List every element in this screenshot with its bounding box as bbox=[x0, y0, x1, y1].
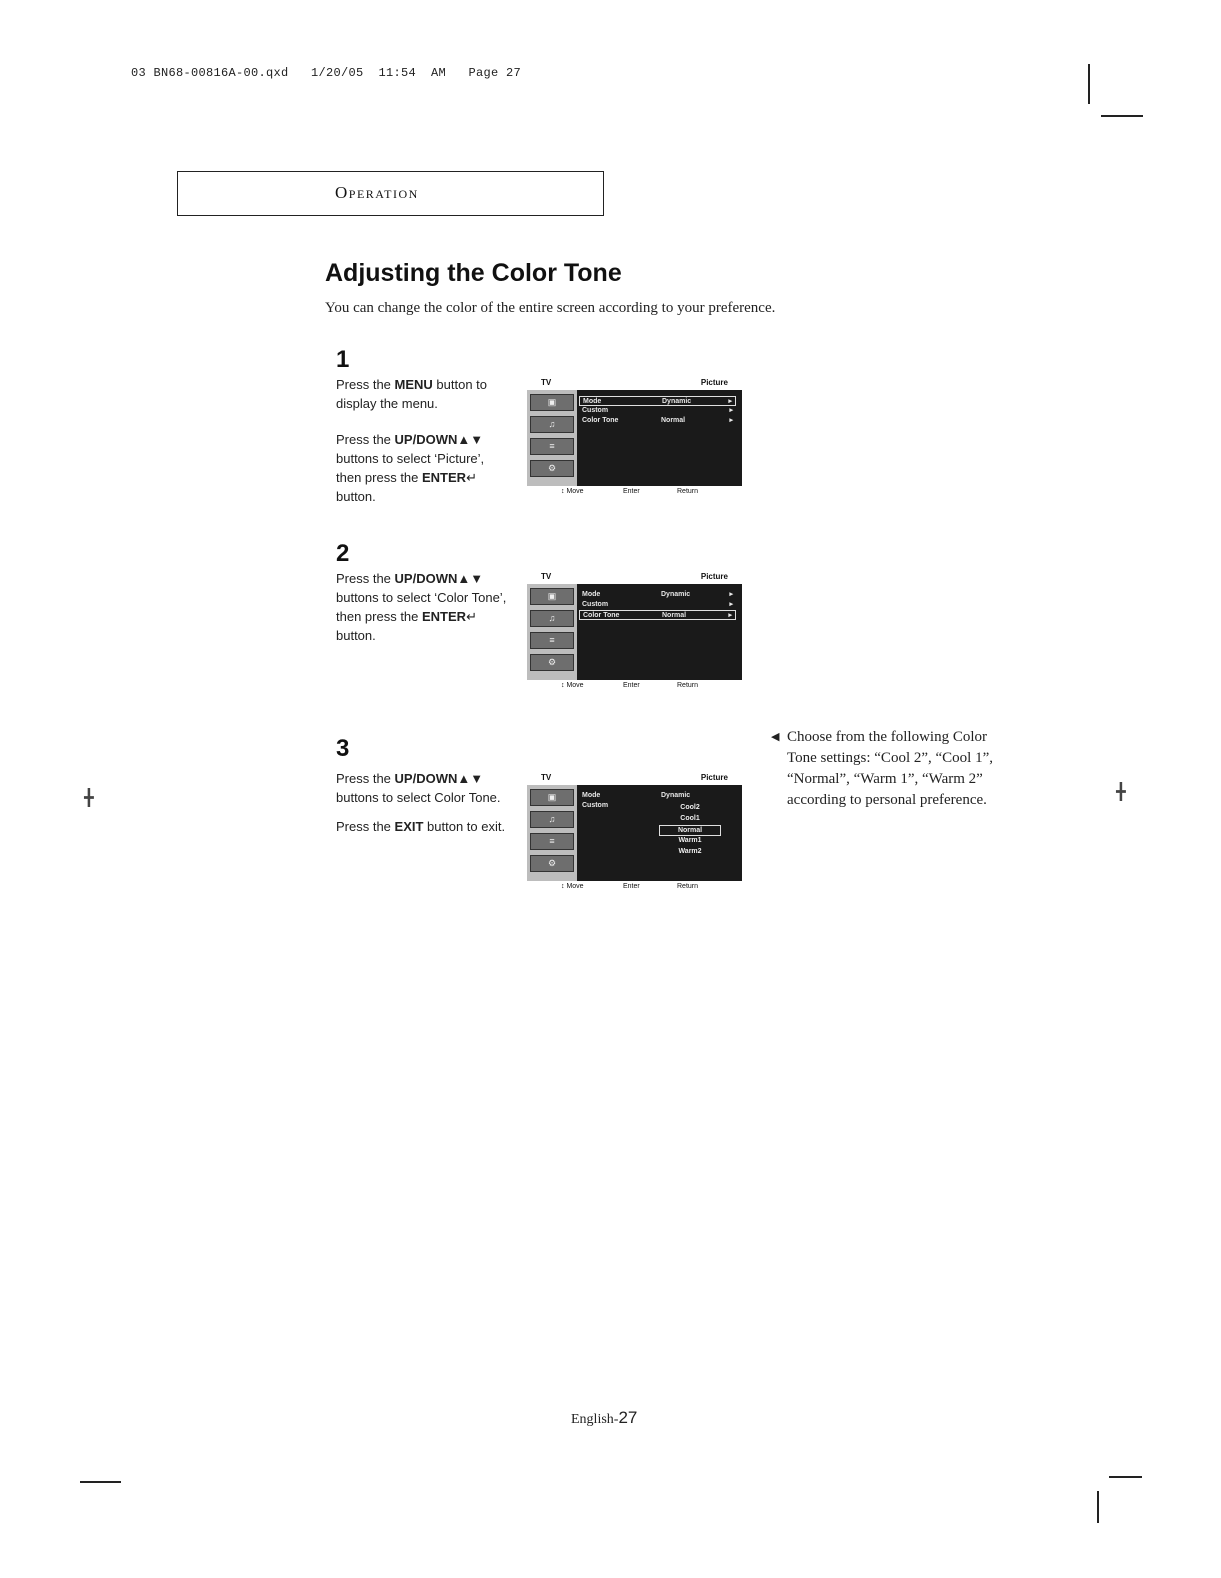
osd-enter-hint: Enter bbox=[623, 488, 640, 495]
channel-icon: ≡ bbox=[530, 833, 574, 850]
page-number: 27 bbox=[618, 1408, 638, 1427]
osd-row-color-tone: Color Tone Normal ▸ bbox=[582, 417, 733, 424]
osd-picture-label: Picture bbox=[700, 572, 728, 581]
osd-screenshot-1 bbox=[527, 378, 742, 498]
registration-mark-left: ╋ bbox=[84, 788, 94, 807]
enter-icon: ↵ bbox=[466, 609, 477, 624]
intro-text: You can change the color of the entire screen according to your preference. bbox=[325, 300, 776, 316]
step-3-text: Press the UP/DOWN▲▼ buttons to select Color Tone. Press the EXIT button to exit. bbox=[336, 771, 506, 834]
enter-icon: ↵ bbox=[466, 470, 477, 485]
crop-mark-top-right-horizontal bbox=[1101, 115, 1143, 117]
print-slug: 03 BN68-00816A-00.qxd 1/20/05 11:54 AM Page 27 bbox=[131, 66, 522, 80]
step-1-text: Press the MENU button to display the menu. Press the UP/DOWN▲▼ buttons to select ‘Picture’, then press the ENTER↵ button. bbox=[336, 377, 488, 504]
registration-mark-right: ╋ bbox=[1116, 782, 1126, 801]
picture-icon: ▣ bbox=[530, 588, 574, 605]
step-2-number: 2 bbox=[336, 540, 350, 567]
setup-icon: ⚙ bbox=[530, 855, 574, 872]
osd-row-custom: Custom ▸ bbox=[582, 407, 733, 414]
step-2-text: Press the UP/DOWN▲▼ buttons to select ‘Color Tone’, then press the ENTER↵ button. bbox=[336, 571, 507, 643]
footer-language: English- bbox=[571, 1412, 619, 1427]
osd-move-hint: ↕ Move bbox=[561, 488, 584, 495]
note-text: Choose from the following Color Tone settings: “Cool 2”, “Cool 1”, “Normal”, “Warm 1”, “Warm 2” according to personal preference. bbox=[787, 729, 994, 808]
osd-row-mode: Mode Dynamic ▸ bbox=[579, 396, 736, 406]
osd-enter-hint: Enter bbox=[623, 883, 640, 890]
option-cool1: Cool1 bbox=[680, 815, 700, 822]
step-3-number: 3 bbox=[336, 735, 350, 762]
crop-mark-bottom-left bbox=[80, 1481, 121, 1483]
sound-icon: ♫ bbox=[530, 610, 574, 627]
osd-move-hint: ↕ Move bbox=[561, 682, 584, 689]
note-pointer-icon: ◀ bbox=[771, 731, 780, 743]
osd-row-custom: Custom ▸ bbox=[582, 601, 733, 608]
section-title: Operation bbox=[335, 183, 419, 202]
osd-return-hint: Return bbox=[677, 488, 699, 495]
osd-picture-label: Picture bbox=[700, 773, 728, 782]
crop-mark-bottom-right-vertical bbox=[1097, 1491, 1099, 1523]
setup-icon: ⚙ bbox=[530, 654, 574, 671]
osd-enter-hint: Enter bbox=[623, 682, 640, 689]
option-warm1: Warm1 bbox=[678, 837, 702, 844]
section-header-box bbox=[177, 171, 604, 216]
option-warm2: Warm2 bbox=[678, 848, 702, 855]
crop-mark-top-right-vertical bbox=[1088, 64, 1090, 104]
channel-icon: ≡ bbox=[530, 632, 574, 649]
osd-row-custom: Custom bbox=[582, 802, 609, 809]
picture-icon: ▣ bbox=[530, 394, 574, 411]
osd-screenshot-2 bbox=[527, 572, 742, 692]
osd-picture-label: Picture bbox=[700, 378, 728, 387]
sound-icon: ♫ bbox=[530, 416, 574, 433]
osd-row-color-tone: Color Tone Normal ▸ bbox=[579, 610, 736, 620]
option-normal: Normal bbox=[659, 825, 721, 836]
osd-screenshot-3 bbox=[527, 773, 742, 893]
color-tone-options bbox=[659, 803, 721, 858]
osd-row-mode: Mode Dynamic ▸ bbox=[582, 591, 733, 598]
osd-return-hint: Return bbox=[677, 883, 699, 890]
osd-tv-label: TV bbox=[541, 378, 552, 387]
option-cool2: Cool2 bbox=[680, 804, 700, 811]
step-1-number: 1 bbox=[336, 346, 350, 373]
picture-icon: ▣ bbox=[530, 789, 574, 806]
page-title: Adjusting the Color Tone bbox=[325, 259, 622, 287]
osd-move-hint: ↕ Move bbox=[561, 883, 584, 890]
crop-mark-bottom-right-horizontal bbox=[1109, 1476, 1142, 1478]
setup-icon: ⚙ bbox=[530, 460, 574, 477]
sound-icon: ♫ bbox=[530, 811, 574, 828]
osd-tv-label: TV bbox=[541, 572, 552, 581]
osd-row-mode: Mode Dynamic bbox=[582, 792, 691, 799]
osd-tv-label: TV bbox=[541, 773, 552, 782]
page-footer bbox=[571, 1408, 637, 1428]
osd-return-hint: Return bbox=[677, 682, 699, 689]
channel-icon: ≡ bbox=[530, 438, 574, 455]
